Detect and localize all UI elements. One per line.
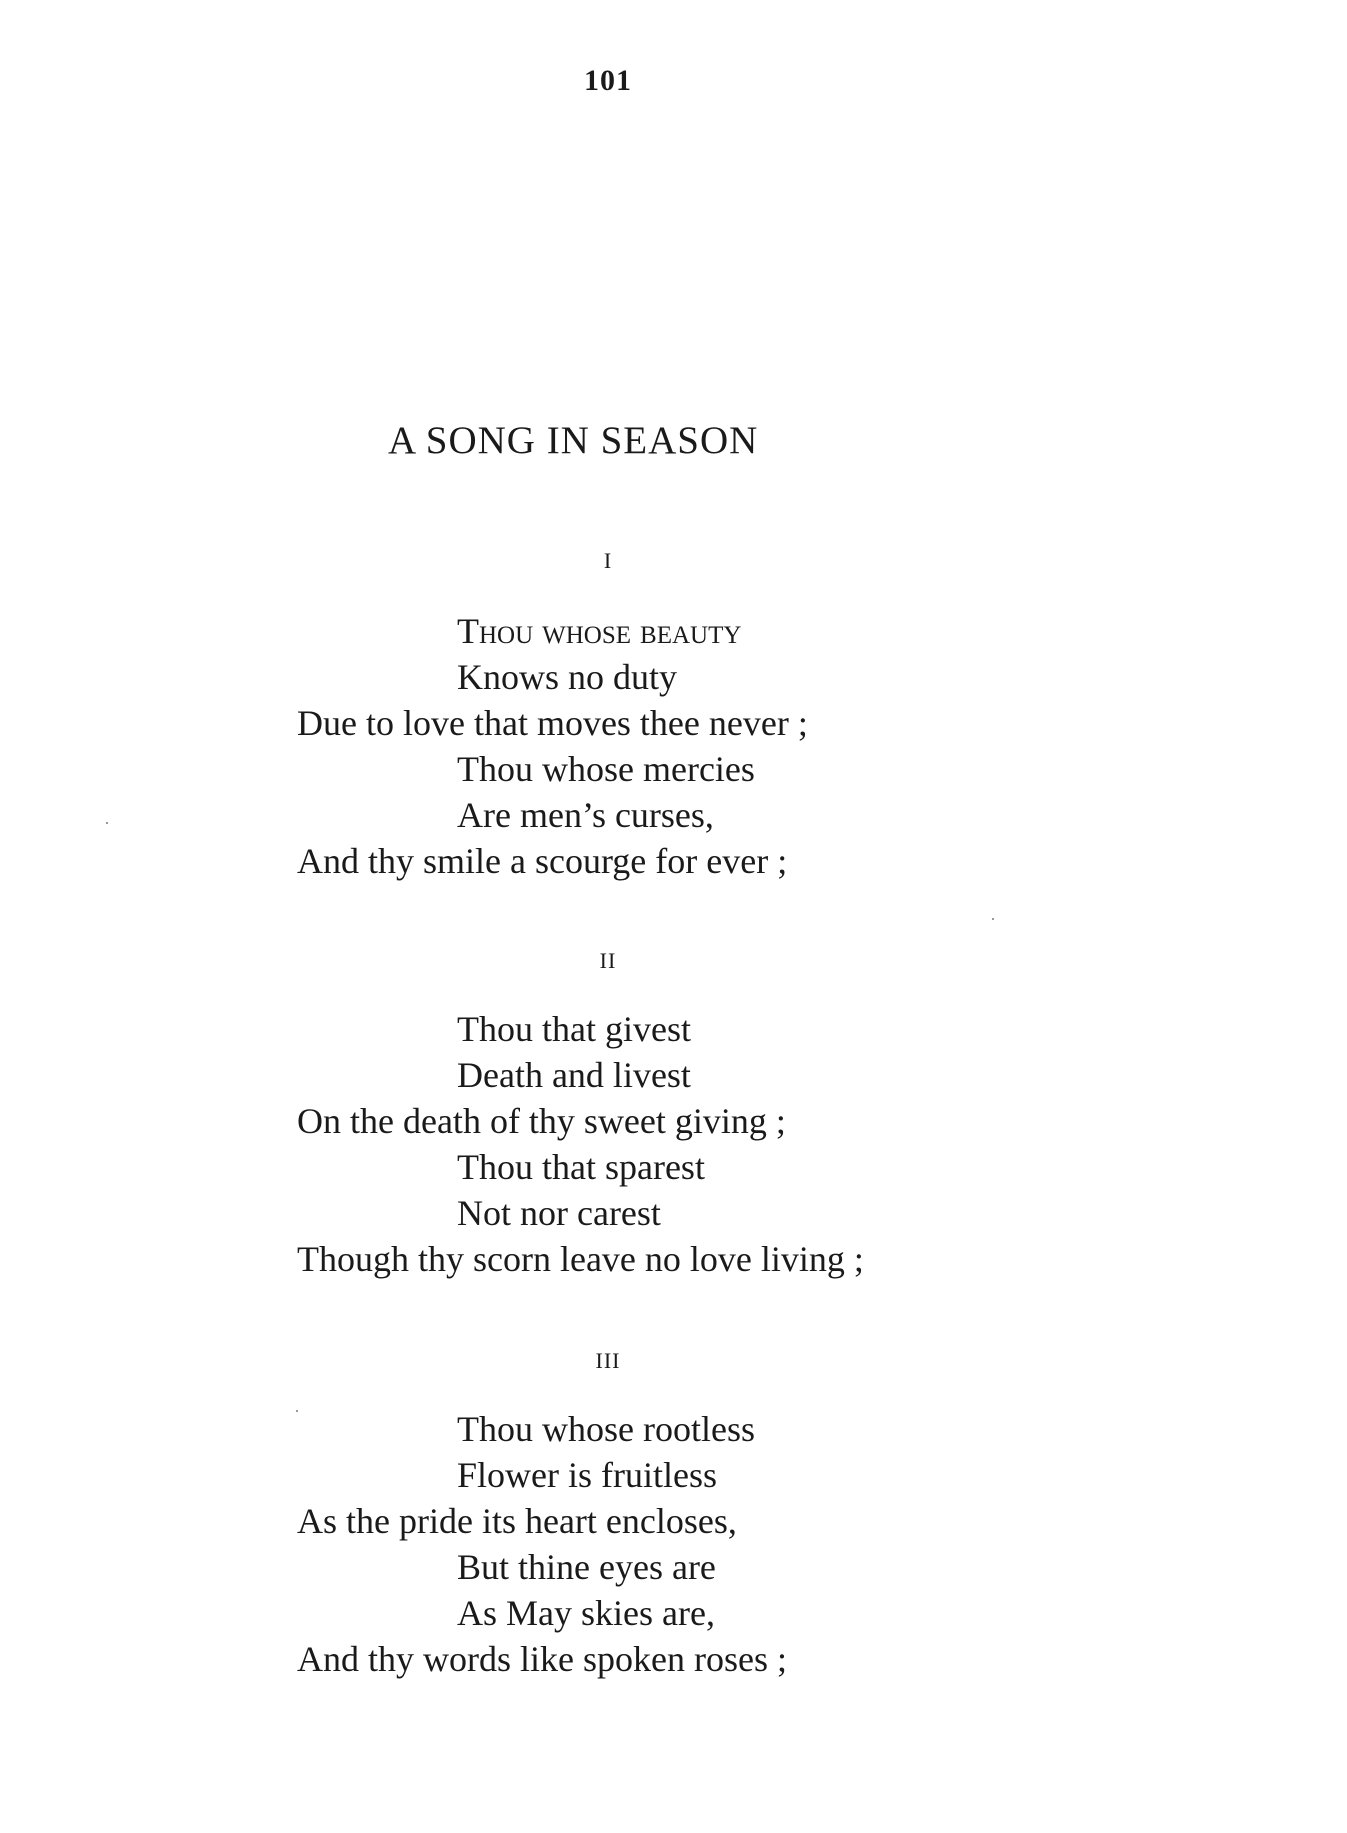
poem-line: But thine eyes are [457,1547,716,1587]
poem-line: As May skies are, [457,1593,715,1633]
stanza-3 [297,1406,787,1682]
poem-line: Thou that givest [457,1009,691,1049]
poem-line: Thou whose beauty [457,611,742,651]
stanza-1 [297,608,808,884]
scan-speck [106,822,108,824]
poem-line: On the death of thy sweet giving ; [297,1101,786,1141]
poem-line: Thou whose rootless [457,1409,755,1449]
poem-line: Due to love that moves thee never ; [297,703,808,743]
stanza-numeral-2: II [599,948,617,973]
page-number: 101 [584,64,632,97]
poem-line: Are men’s curses, [457,795,714,835]
poem-line: Death and livest [457,1055,691,1095]
poem-line: Thou whose mercies [457,749,755,789]
poem-line: Thou that sparest [457,1147,705,1187]
poem-line: Flower is fruitless [457,1455,717,1495]
stanza-numeral-1: I [603,548,613,573]
poem-title: A SONG IN SEASON [388,419,759,462]
poem-line: Knows no duty [457,657,678,697]
scan-speck [992,918,994,920]
scan-speck [296,1410,298,1412]
poem-line: And thy words like spoken roses ; [297,1639,787,1679]
poem-line: Not nor carest [457,1193,661,1233]
stanza-2 [297,1006,864,1282]
poem-line: Though thy scorn leave no love living ; [297,1239,864,1279]
poem-line: As the pride its heart encloses, [297,1501,737,1541]
stanza-numeral-3: III [595,1348,621,1373]
poem-line: And thy smile a scourge for ever ; [297,841,788,881]
